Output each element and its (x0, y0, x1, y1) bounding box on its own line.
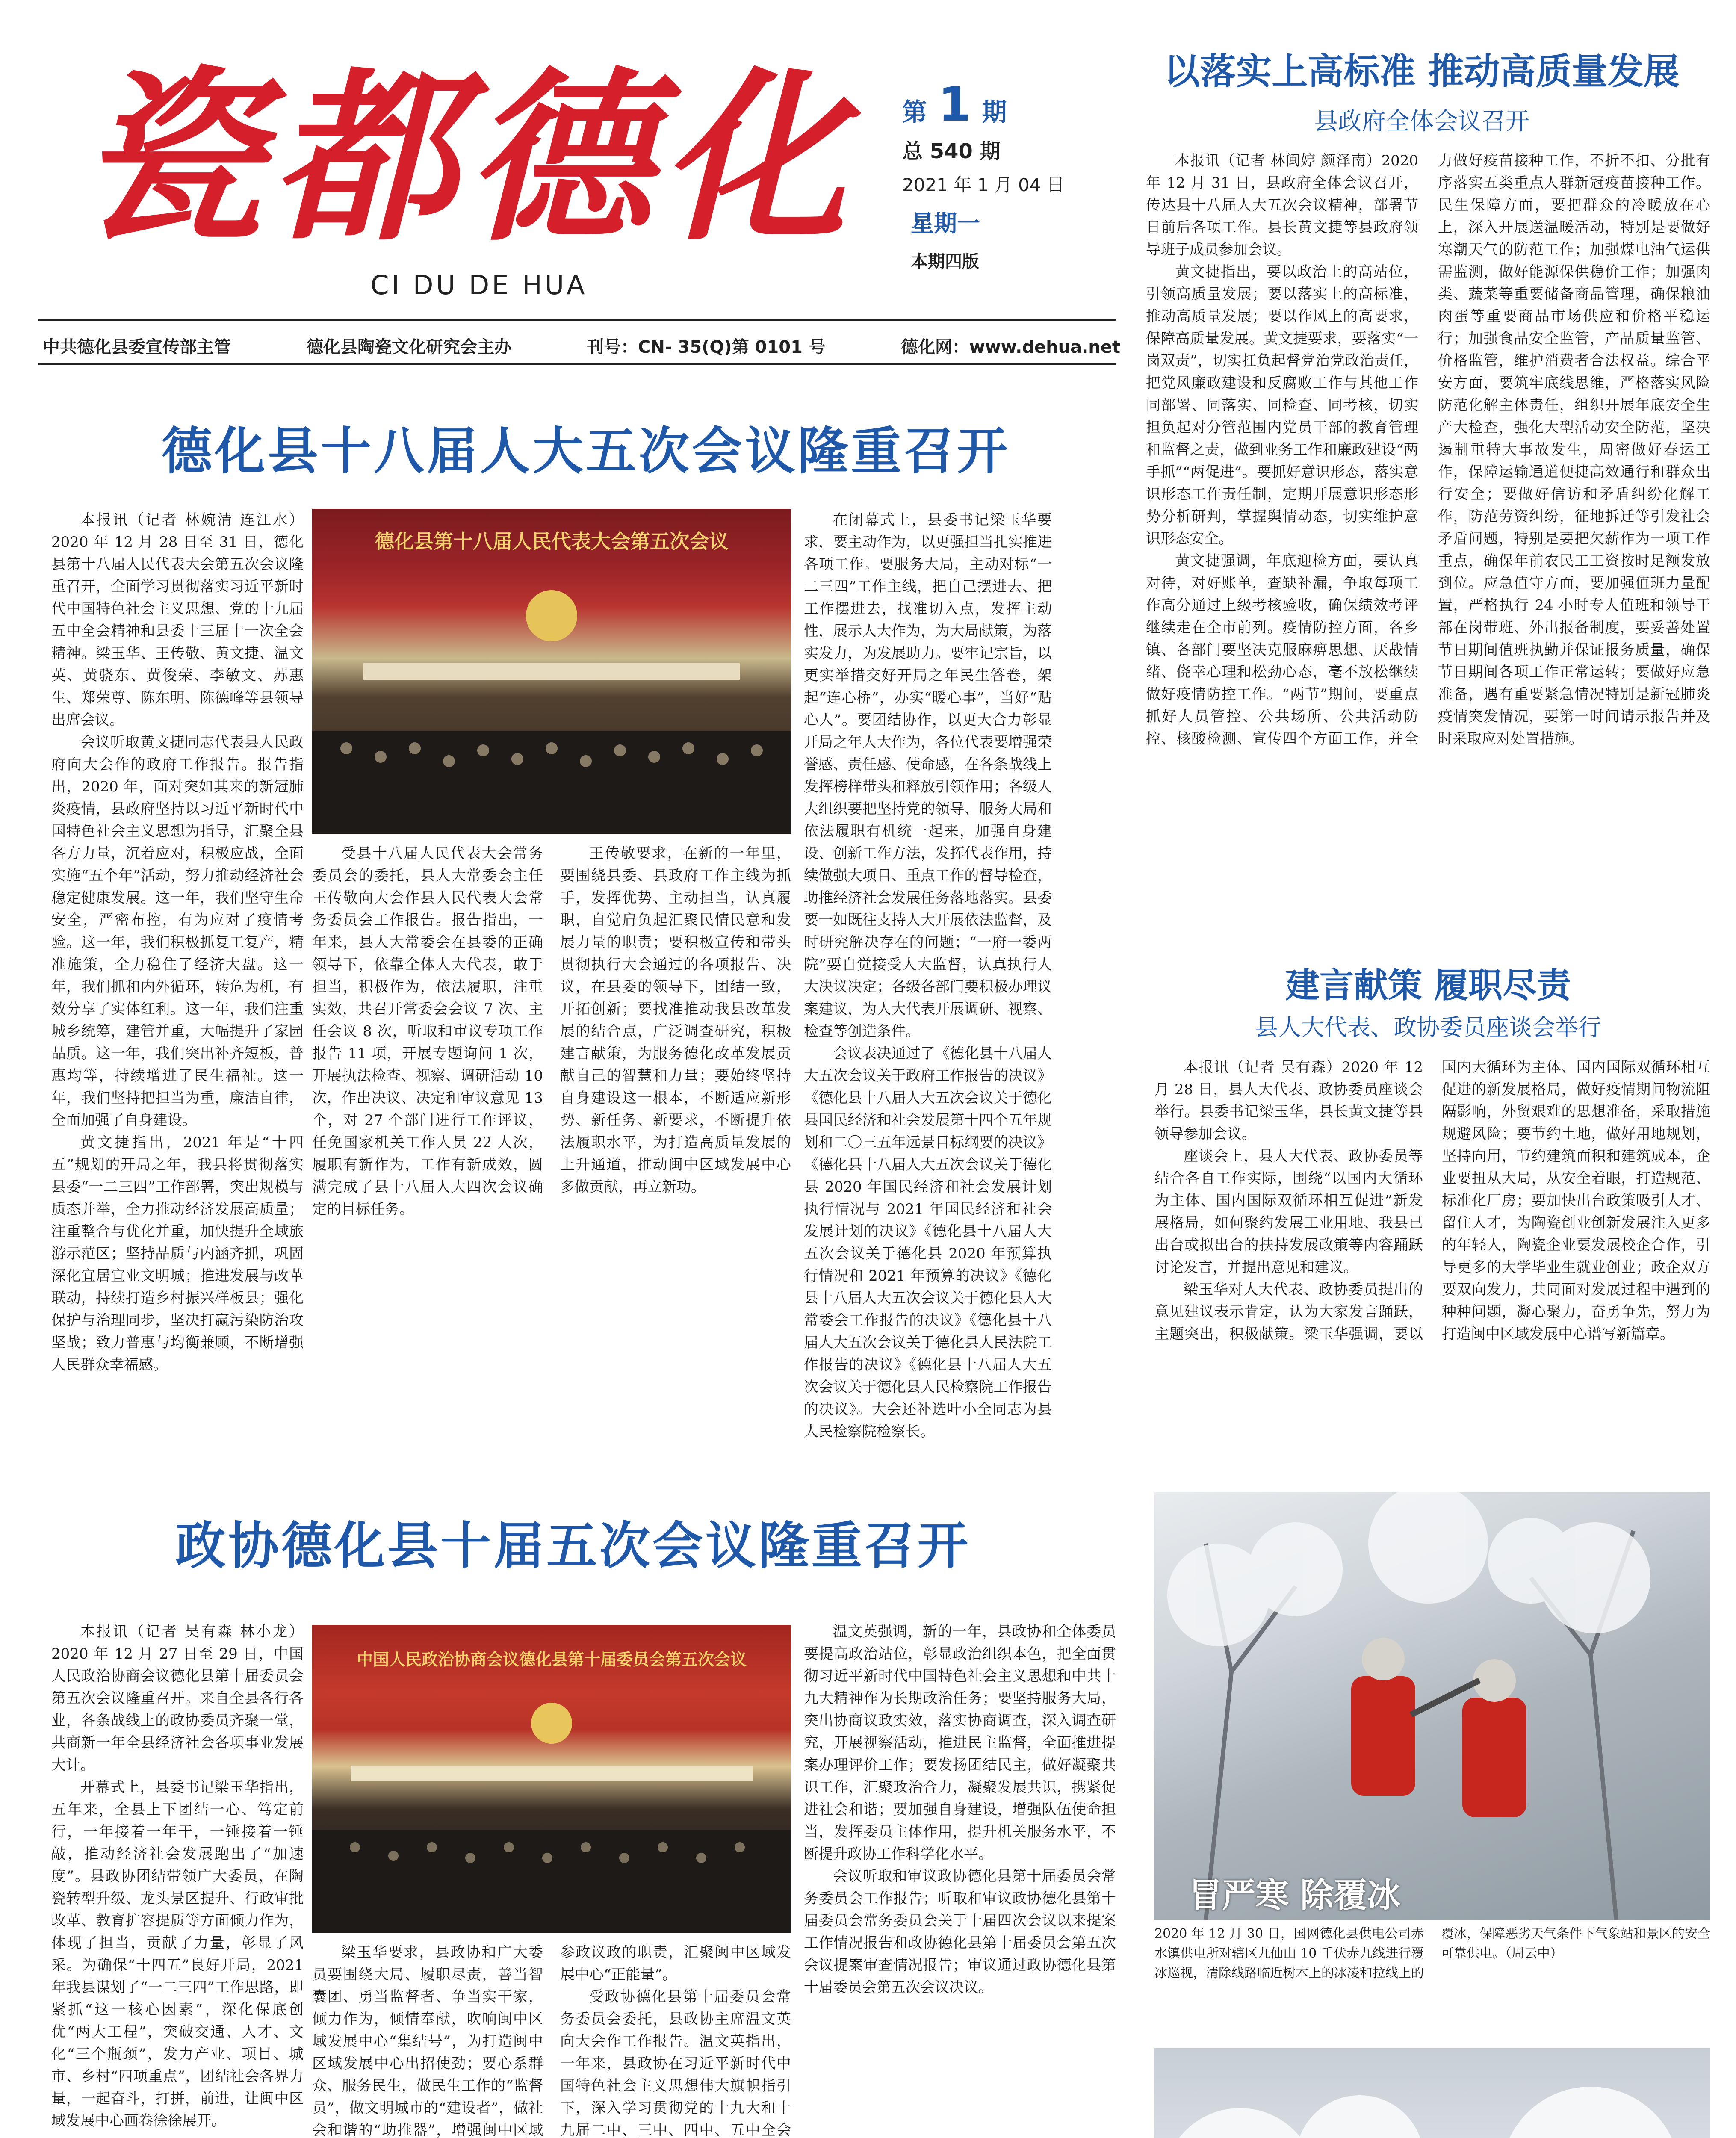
npc-para: 王传敬要求，在新的一年里，要围绕县委、县政府工作主线为抓手，发挥优势、主动担当，认真履职，自觉肩负起汇聚民情民意和发展力量的职责；要积极宣传和带头贯彻执行大会通过的各项报告、决议，在县委的领导下，团结一致，开拓创新；要找准推动我县改革发展的结合点，广泛调查研究，积极建言献策，为服务德化改革发展贡献自己的智慧和力量；要始终坚持自身建设这一根本，不断适应新形势、新任务、新要求，不断提升依法履职水平，为打造高质量发展的上升通道，推动闽中区域发展中心多做贡献，再立新功。 (560, 845, 791, 1196)
symposium-para: 座谈会上，县人大代表、政协委员等结合各自工作实际，围绕“以国内大循环为主体、国内国际双循环相互促进”新发展格局，如何聚约发展工业用地、我县已出台或拟出台的扶持发展政策等内容踊跃讨论发言，并提出意见和建议。 (1154, 1148, 1423, 1276)
npc-para: 受县十八届人民代表大会常务委员会的委托，县人大常委会主任王传敬向大会作县人民代表大会常务委员会工作报告。报告指出，一年来，县人大常委会在县委的正确领导下，依靠全体人大代表，敢于担当，积极作为，依法履职，注重实效，共召开常委会会议 7 次、主任会议 8 次，听取和审议专项工作报告 11 项，开展专题询问 1 次，开展执法检查、视察、调研活动 10 次，作出决议、决定和审议意见 13 个，对 27 个部门进行工作评议，任免国家机关工作人员 22 人次，履职有新作为，工作有新成效，圆满完成了县十八届人大四次会议确定的目标任务。 (312, 845, 543, 1218)
sponsor-bar (43, 334, 1120, 358)
masthead (51, 30, 1137, 346)
cppcc-para: 受政协德化县第十届委员会常务委员会委托，县政协主席温文英向大会作工作报告。温文英指出，一年来，县政协在习近平新时代中国特色社会主义思想伟大旗帜指引下，深入学习贯彻党的十九大和十九届二中、三中、四中、五中全会 (560, 1988, 791, 2138)
cppcc-para: 本报讯（记者 吴有森 林小龙）2020 年 12 月 27 日至 29 日，中国人民政治协商会议德化县第十届委员会第五次会议隆重召开。来自全县各行各业，各条战线上的政协委员齐聚一堂，共商新一年全县经济社会各项事业发展大计。 (51, 1623, 304, 1774)
masthead-rule (38, 319, 1116, 321)
symposium-subheadline: 县人大代表、政协委员座谈会举行 (1255, 1014, 1601, 1041)
meeting-subheadline: 县政府全体会议召开 (1314, 108, 1529, 136)
npc-para: 黄文捷指出，2021 年是“十四五”规划的开局之年，我县将贯彻落实县委“一二三四”工作部署，突出规模与质态并举，全力推动经济发展高质量；注重整合与优化并重，加快提升全域旅游示范区；坚持品质与内涵齐抓，巩固深化宜居宜业文明城；推进发展与改革联动，持续打造乡村振兴样板县；强化保护与治理同步，坚决打赢污染防治攻坚战；致力普惠与均衡兼顾，不断增强人民群众幸福感。 (51, 1134, 304, 1373)
npc-para: 在闭幕式上，县委书记梁玉华要求，要主动作为，以更强担当扎实推进各项工作。要服务大局，主动对标“一二三四”工作主线，把自己摆进去、把工作摆进去，找准切入点，发挥主动性，展示人大作为，为大局献策，为落实发力，为发展助力。要牢记宗旨，以更实举措交好开局之年民生答卷，架起“连心桥”，办实“暖心事”，当好“贴心人”。要团结协作，以更大合力彰显开局之年人大作为，各位代表要增强荣誉感、责任感、使命感，在各条战线上发挥榜样带头和释放引领作用；各级人大组织要把坚持党的领导、服务大局和依法履职有机统一起来，加强自身建设、创新工作方法，发挥代表作用，持续做强大项目、重点工作的督导检查，助推经济社会发展任务落地落实。县委要一如既往支持人大开展依法监督，及时研究解决存在的问题；“一府一委两院”要自觉接受人大监督，认真执行人大决议决定；各级各部门要积极办理议案建议，为人大代表开展调研、视察、检查等创造条件。 (804, 511, 1052, 1040)
license-number: 刊号：CN- 35(Q)第 0101 号 (587, 337, 826, 357)
cppcc-photo-art (312, 1625, 791, 1933)
total-issue: 总 540 期 (902, 139, 1001, 163)
sponsor-host: 德化县陶瓷文化研究会主办 (306, 337, 512, 357)
npc-headline: 德化县十八届人大五次会议隆重召开 (161, 422, 1010, 481)
meeting-para: 本报讯（记者 林闽婷 颜泽南）2020 年 12 月 31 日，县政府全体会议召开，传达县十八届人大五次会议精神，部署节日前后各项工作。县长黄文捷等县政府领导班子成员参加会议。 (1146, 152, 1418, 258)
ice-removal-photo (1154, 1492, 1710, 1920)
newspaper-logo (68, 43, 864, 257)
symposium-para: 梁玉华对人大代表、政协委员提出的意见建议表示肯定，认为大家发言踊跃，主题突出，积极献策。梁玉华强调，要以国内大循环为主体、国内国际双循环相互促进的新发展格局，做好疫情期间物流阻隔影响，外贸艰难的思想准备，采取措施规避风险；要节约土地，做好用地规划，坚持向用，节约建筑面积和建筑成本，企业要扭从大局，从安全着眼，打造规范、标准化厂房；要加快出台政策吸引人才、留住人才，为陶瓷创业创新发展注入更多的年轻人，陶瓷企业要发展校企合作，引导更多的大学毕业生就业创业；政企双方要双向发力，共同面对发展过程中遇到的种种问题，凝心聚力，奋勇争先，努力为打造闽中区域发展中心谱写新篇章。 (1154, 1059, 1710, 1343)
cppcc-photo-banner: 中国人民政治协商会议德化县第十届委员会第五次会议 (356, 1650, 747, 1669)
symposium-headline: 建言献策 履职尽责 (1285, 966, 1571, 1005)
meeting-para: 黄文捷强调，年底迎检方面，要认真对待，对好账单，查缺补漏，争取每项工作高分通过上级考核验收，确保绩效考评继续走在全市前列。疫情防控方面，各乡镇、各部门要坚决克服麻痹思想、厌战情绪、侥幸心理和松劲心态，毫不放松继续做好疫情防控工作。“两节”期间，要重点抓好人员管控、公共场所、公共活动防控、核酸检测、宣传四个方面工作，并全力做好疫苗接种工作，不折不扣、分批有序落实五类重点人群新冠疫苗接种工作。民生保障方面，要把群众的冷暖放在心上，深入开展送温暖活动，特别是要做好寒潮天气的防范工作；加强煤电油气运供需监测，做好能源保供稳价工作；加强肉类、蔬菜等重要储备商品管理，确保粮油肉蛋等重要商品市场供应和价格平稳运行；加强食品安全监管，产品质量监管、价格监管，维护消费者合法权益。综合平安方面，要筑牢底线思维，严格落实风险防范化解主体责任，组织开展年底安全生产大检查，强化大型活动安全防范，坚决遏制重特大事故发生，周密做好春运工作，保障运输通道便捷高效通行和群众出行安全；要做好信访和矛盾纠纷化解工作，防范劳资纠纷，征地拆迁等引发社会矛盾问题，特别是要把欠薪作为一项工作重点，确保年前农民工工资按时足额发放到位。应急值守方面，要加强值班力量配置，严格执行 24 小时专人值班和领导干部在岗带班、外出报备制度，要妥善处置节日期间值班执勤并保证报务质量，确保节日期间各项工作正常运转；要做好应急准备，遇有重要紧急情况特别是新冠肺炎疫情突发情况，要第一时间请示报告并及时采取应对处置措施。 (1146, 152, 1710, 747)
weekday: 星期一 (911, 210, 980, 237)
ice-removal-photo-title: 冒严寒 除覆冰 (1189, 1876, 1401, 1915)
npc-col-1 (51, 509, 304, 1458)
issue-prefix: 第 (902, 97, 927, 127)
cppcc-headline: 政协德化县十届五次会议隆重召开 (175, 1516, 971, 1575)
rime-art (1154, 2048, 1710, 2138)
npc-photo-art (312, 509, 791, 834)
npc-photo-banner: 德化县第十八届人民代表大会第五次会议 (375, 530, 729, 553)
cppcc-col-4 (804, 1621, 1116, 2138)
npc-col-2-3 (312, 842, 791, 1458)
npc-para: 本报讯（记者 林婉清 连江水）2020 年 12 月 28 日至 31 日，德化县第十八届人民代表大会第五次会议隆重召开，全面学习贯彻落实习近平新时代中国特色社会主义思想、党的十九届五中全会精神和县委十三届十一次全会精神。梁玉华、王传敬、黄文捷、温文英、黄骁东、黄俊荣、李敏文、苏惠生、郑荣尊、陈东明、陈德峰等县领导出席会议。 (51, 511, 304, 729)
cppcc-para: 开幕式上，县委书记梁玉华指出，五年来，全县上下团结一心、笃定前行，一年接着一年干，一锤接着一锤敲，推动经济社会发展跑出了“加速度”。县政协团结带领广大委员，在陶瓷转型升级、龙头景区提升、行政审批改革、教育扩容提质等方面倾力作为，体现了担当，贡献了力量，彰显了风采。为确保“十四五”良好开局，2021 年我县谋划了“一二三四”工作思路，即紧抓“这一核心因素”，深化保底创优“两大工程”，突破交通、人才、文化“三个瓶颈”，发力产业、项目、城市、乡村“四项重点”，团结社会各界力量，一起奋斗，打拼，前进，让闽中区域发展中心画卷徐徐展开。 (51, 1779, 304, 2129)
issue-date: 2021 年 1 月 04 日 (902, 174, 1065, 195)
npc-para: 会议表决通过了《德化县十八届人大五次会议关于政府工作报告的决议》《德化县十八届人大五次会议关于德化县国民经济和社会发展第十四个五年规划和二〇三五年远景目标纲要的决议》《德化县十八届人大五次会议关于德化县 2020 年国民经济和社会发展计划执行情况与 2021 年国民经济和社会发展计划的决议》《德化县十八届人大五次会议关于德化县 2020 年预算执行情况和 2021 年预算的决议》《德化县十八届人大五次会议关于德化县人大常委会工作报告的决议》《德化县十八届人大五次会议关于德化县人民法院工作报告的决议》《德化县十八届人大五次会议关于德化县人民检察院工作报告的决议》。大会还补选叶小全同志为县人民检察院检察长。 (804, 1045, 1052, 1440)
meeting-body (1146, 150, 1710, 924)
logo-pinyin: CI DU DE HUA (370, 269, 588, 301)
meeting-para: 黄文捷指出，要以政治上的高站位，引领高质量发展；要以落实上的高标准，推动高质量发展；要以作风上的高要求，保障高质量发展。黄文捷要求，要落实“一岗双责”，切实扛负起督党治党政治责任，把党风廉政建设和反腐败工作与其他工作同部署、同落实、同检查、同考核，切实担负起对分管范围内党员干部的教育管理和监督之责，做到业务工作和廉政建设“两手抓”“两促进”。要抓好意识形态，落实意识形态工作责任制，定期开展意识形态形势分析研判，掌握舆情动态，切实维护意识形态安全。 (1146, 263, 1418, 547)
ice-removal-art (1154, 1492, 1710, 1920)
cppcc-para: 梁玉华要求，县政协和广大委员要围绕大局、履职尽责，善当智囊团、勇当监督者、争当实干家，倾力作为，倾情奉献，吹响闽中区域发展中心“集结号”，为打造闽中区域发展中心出招使劲；要心系群众、服务民生，做民生工作的“监督员”，做文明城市的“建设者”，做社会和谐的“助推器”，增强闽中区域 参政议政的职责，汇聚闽中区域发展中心“正能量”。 (312, 1944, 791, 2138)
npc-col-4 (804, 509, 1052, 1458)
website[interactable]: 德化网：www.dehua.net (900, 337, 1120, 357)
cppcc-col-1 (51, 1621, 304, 2138)
cppcc-photo (312, 1625, 791, 1933)
cppcc-para: 温文英强调，新的一年，县政协和全体委员要提高政治站位，彰显政治组织本色，把全面贯彻习近平新时代中国特色社会主义思想和中共十九大精神作为长期政治任务；要坚持服务大局，突出协商议政实效，落实协商调查，深入调查研究，开展视察活动，推进民主监督，全面推进提案办理评价工作；要发扬团结民主，做好凝聚共识工作，汇聚政治合力，凝聚发展共识，携紧促进社会和谐；要加强自身建设，增强队伍使命担当，发挥委员主体作用，提升机关服务水平，不断提升政协工作科学化水平。 (804, 1623, 1116, 1863)
symposium-para: 本报讯（记者 吴有森）2020 年 12 月 28 日，县人大代表、政协委员座谈会举行。县委书记梁玉华，县长黄文捷等县领导参加会议。 (1154, 1059, 1423, 1143)
issue-suffix: 期 (982, 97, 1007, 127)
logo-calligraphy (68, 43, 864, 257)
issue-number-line (902, 77, 1125, 132)
svg-text:瓷都德化: 瓷都德化 (77, 50, 864, 257)
meeting-headline: 以落实上高标准 推动高质量发展 (1164, 50, 1680, 92)
ice-removal-caption: 2020 年 12 月 30 日，国网德化县供电公司赤水镇供电所对辖区九仙山 10 千伏赤九线进行覆冰巡视，清除线路临近树木上的冰凌和拉线上的覆冰，保障恶劣天气条件下气象站和景区的安全可靠供电。（周云中） (1154, 1926, 1710, 1981)
issue-number: 1 (938, 77, 971, 132)
cppcc-col-2-3 (312, 1941, 791, 2138)
npc-photo (312, 509, 791, 834)
sponsor-rule (38, 363, 1116, 365)
rime-photo (1154, 2048, 1710, 2138)
cppcc-para: 会议听取和审议政协德化县第十届委员会常务委员会工作报告；听取和审议政协德化县第十届委员会常务委员会关于十届四次会议以来提案工作情况报告和政协德化县第十届委员会第五次会议提案审查情况报告；审议通过政协德化县第十届委员会第五次会议决议。 (804, 1868, 1116, 1996)
sponsor-supervisor: 中共德化县委宣传部主管 (43, 337, 231, 357)
symposium-body (1154, 1056, 1710, 1467)
npc-para: 会议听取黄文捷同志代表县人民政府向大会作的政府工作报告。报告指出，2020 年，面对突如其来的新冠肺炎疫情，县政府坚持以习近平新时代中国特色社会主义思想为指导，汇聚全县各方力量，沉着应对，积极应战，全面实施“五个年”活动，努力推动经济社会稳定健康发展。这一年，我们坚守生命安全，严密布控，有为应对了疫情考验。这一年，我们积极抓复工复产，精准施策，全力稳住了经济大盘。这一年，我们抓和内外循环，转危为机，有效分享了实体红利。这一年，我们注重城乡统筹，建管并重，大幅提升了家园品质。这一年，我们突出补齐短板，普惠均等，持续增进了民生福祉。这一年，我们坚持把担当为重，廉洁自律，全面加强了自身建设。 (51, 734, 304, 1129)
page-count: 本期四版 (911, 252, 979, 272)
